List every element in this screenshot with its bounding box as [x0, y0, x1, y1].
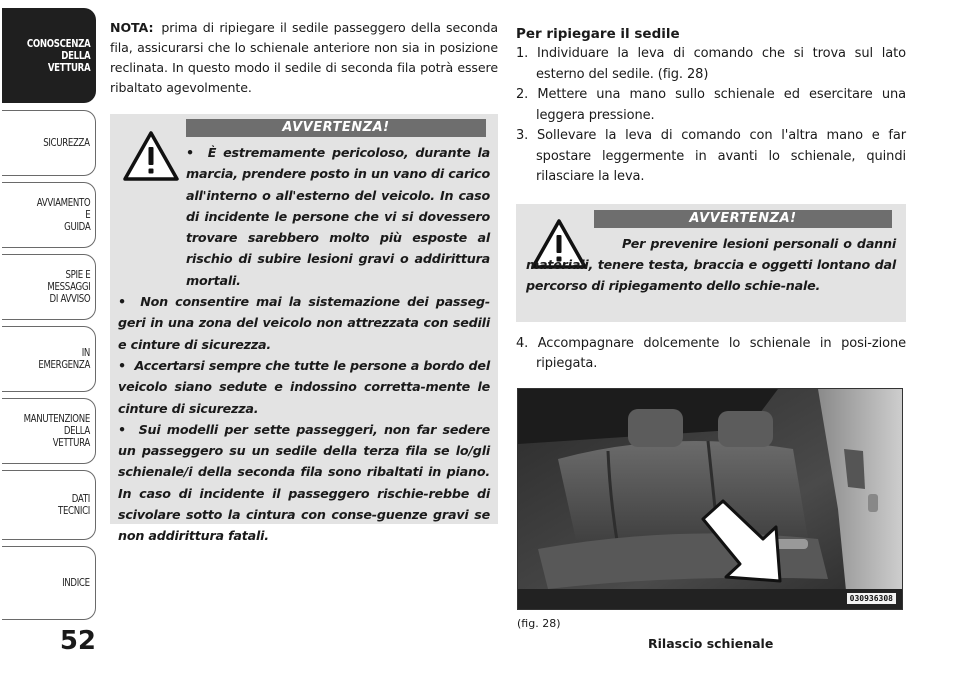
- step-1: 1. Individuare la leva di comando che si trova sul lato esterno del sedile. (fig. 28): [516, 46, 906, 82]
- tab-label: INDICE: [62, 577, 90, 589]
- warning-bullet: • Non consentire mai la sistemazione dei passeg-geri in una zona del veicolo non attrezzata con sedili e cinture di sicurezza.: [118, 294, 490, 352]
- bullet-text: Non consentire mai la sistemazione dei passeg-geri in una zona del veicolo non attrezzata con sedili e cinture di sicurezza.: [118, 294, 490, 352]
- figure-reference: (fig. 28): [517, 617, 561, 630]
- nota-label: NOTA:: [110, 20, 154, 35]
- warning-box-left: [110, 114, 498, 544]
- bullet-text: Sui modelli per sette passeggeri, non far sedere un passeggero su un sedile della terza fila se lo/gli schienale/i della seconda fila sono ribaltati in piano. In caso di incidente il passeggero rischie-rebbe di scivolare sotto la cintura con conse-guenze gravi se non addirittura fatali.: [118, 421, 491, 544]
- tab-spie-e-messaggi[interactable]: [2, 254, 96, 320]
- seat-photo: [517, 388, 903, 610]
- warning-bullet: • È estremamente pericoloso, durante la marcia, prendere posto in un vano di carico all'interno o all'esterno del veicolo. In caso di incidente le persone che vi si dovessero trovare sarebbero molto più esposte al rischio di subire lesioni gravi o addirittura mortali.: [186, 145, 491, 288]
- figure-caption: Rilascio schienale: [648, 636, 774, 651]
- chapter-sidebar: [0, 0, 100, 678]
- tab-label: CONOSCENZA DELLA VETTURA: [26, 37, 90, 74]
- tab-in-emergenza[interactable]: [2, 326, 96, 392]
- bullet-text: Accertarsi sempre che tutte le persone a bordo del veicolo siano sedute e indossino corretta-mente le cinture di sicurezza.: [118, 357, 490, 416]
- photo-code: 030936308: [847, 593, 896, 604]
- tab-dati-tecnici[interactable]: [2, 470, 96, 540]
- tab-avviamento-e-guida[interactable]: [2, 182, 96, 248]
- step-3: 3. Sollevare la leva di comando con l'altra mano e far spostare leggermente in avanti lo schienale, quindi rilasciare la leva.: [516, 128, 906, 184]
- warning-box-right: [516, 204, 906, 322]
- tab-label: IN EMERGENZA: [38, 347, 90, 371]
- tab-label: DATI TECNICI: [58, 493, 90, 517]
- section-title: Per ripiegare il sedile: [516, 26, 680, 42]
- tab-manutenzione[interactable]: [2, 398, 96, 464]
- warning-title: AVVERTENZA!: [594, 210, 892, 228]
- step-4: 4. Accompagnare dolcemente lo schienale in posi-zione ripiegata.: [516, 335, 906, 371]
- warning-body: Per prevenire lesioni personali o danni materiali, tenere testa, braccia e oggetti lontano dal percorso di ripiegamento dello schie-nale.: [526, 235, 896, 294]
- page-number: 52: [59, 626, 96, 656]
- nota-text: prima di ripiegare il sedile passeggero della seconda fila, assicurarsi che lo schienale anteriore non sia in posizione reclinata. In questo modo il sedile di seconda fila potrà essere ribaltato agevolmente.: [110, 20, 498, 95]
- warning-body: [118, 142, 490, 547]
- tab-label: MANUTENZIONE DELLA VETTURA: [23, 413, 90, 449]
- right-column: [516, 24, 906, 375]
- tab-indice[interactable]: [2, 546, 96, 620]
- tab-label: SPIE E MESSAGGI DI AVVISO: [47, 269, 90, 305]
- bullet-text: È estremamente pericoloso, durante la marcia, prendere posto in un vano di carico all'interno o all'esterno del veicolo. In caso di incidente le persone che vi si dovessero trovare sarebbero molto più esposte al rischio di subire lesioni gravi o addirittura mortali.: [186, 145, 491, 288]
- nota-paragraph: [110, 18, 498, 98]
- seat-illustration: [518, 389, 903, 610]
- warning-bullet: • Sui modelli per sette passeggeri, non far sedere un passeggero su un sedile della terza fila se lo/gli schienale/i della seconda fila sono ribaltati in piano. In caso di incidente il passeggero rischie-rebbe di scivolare sotto la cintura con conse-guenze gravi se non addirittura fatali.: [118, 421, 491, 544]
- left-column: [110, 18, 498, 544]
- tab-sicurezza[interactable]: [2, 110, 96, 176]
- warning-title: AVVERTENZA!: [186, 119, 486, 137]
- step-2: 2. Mettere una mano sullo schienale ed esercitare una leggera pressione.: [516, 87, 906, 123]
- tab-label: SICUREZZA: [43, 137, 90, 149]
- warning-bullet: • Accertarsi sempre che tutte le persone a bordo del veicolo siano sedute e indossino corretta-mente le cinture di sicurezza.: [118, 357, 490, 416]
- tab-label: AVVIAMENTO E GUIDA: [36, 197, 90, 233]
- tab-conoscenza-della-vettura[interactable]: [2, 8, 96, 103]
